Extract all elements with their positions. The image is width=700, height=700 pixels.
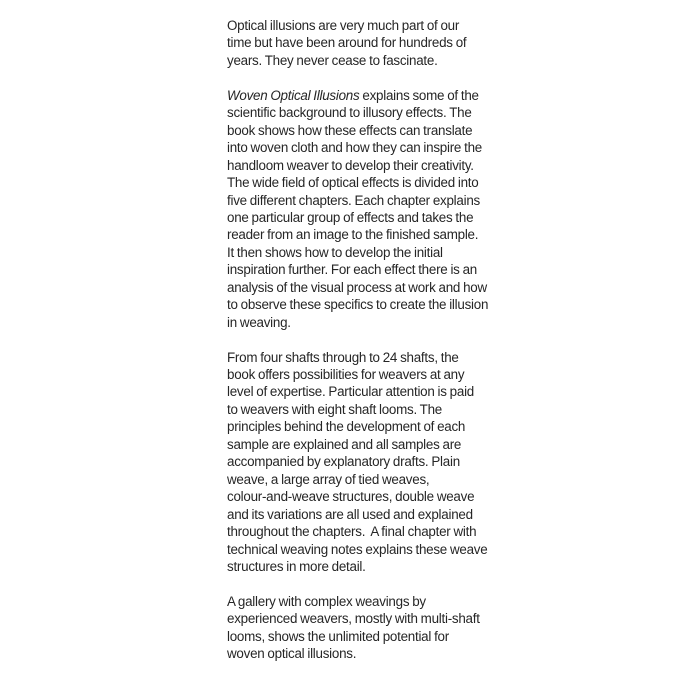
text-line: inspiration further. For each effect there is an (227, 262, 477, 278)
book-description (227, 17, 489, 680)
paragraph-shafts (227, 349, 489, 576)
text-line: The wide field of optical effects is divided into (227, 175, 479, 191)
text-line: to weavers with eight shaft looms. The (227, 401, 443, 417)
paragraph-intro (227, 17, 489, 69)
text-line: It then shows how to develop the initial (227, 244, 443, 260)
text-fragment: explains some of the (359, 87, 479, 103)
text-line: Optical illusions are very much part of our (227, 18, 460, 33)
text-line: weave, a large array of tied weaves, (227, 471, 430, 487)
text-line: woven optical illusions. (227, 646, 357, 662)
text-line: accompanied by explanatory drafts. Plain (227, 454, 460, 470)
text-line: time but have been around for hundreds of (227, 35, 467, 51)
text-line: level of expertise. Particular attention is paid (227, 384, 475, 400)
text-line: into woven cloth and how they can inspire the (227, 140, 482, 156)
text-line: looms, shows the unlimited potential for (227, 628, 449, 644)
text-line: principles behind the development of each (227, 419, 466, 435)
text-line: and its variations are all used and explained (227, 506, 473, 522)
text-line (227, 87, 489, 104)
text-line: throughout the chapters. A final chapter with (227, 524, 477, 540)
text-line: A gallery with complex weavings by (227, 593, 426, 609)
text-line: analysis of the visual process at work and how (227, 279, 487, 295)
text-line: experienced weavers, mostly with multi-shaft (227, 611, 480, 627)
text-line: structures in more detail. (227, 559, 366, 575)
book-title: Woven Optical Illusions (227, 87, 360, 103)
text-line: book offers possibilities for weavers at any (227, 367, 465, 383)
text-line: handloom weaver to develop their creativity. (227, 157, 474, 173)
text-line: colour-and-weave structures, double weave (227, 489, 475, 505)
paragraph-gallery (227, 593, 489, 663)
text-line: From four shafts through to 24 shafts, the (227, 349, 459, 365)
paragraph-overview (227, 87, 489, 331)
text-line: technical weaving notes explains these weave (227, 541, 488, 557)
text-line: one particular group of effects and takes the (227, 209, 474, 225)
text-line: reader from an image to the finished sample. (227, 227, 479, 243)
text-line: in weaving. (227, 314, 291, 330)
text-line: sample are explained and all samples are (227, 436, 462, 452)
text-line: years. They never cease to fascinate. (227, 52, 438, 68)
text-line: scientific background to illusory effects. The (227, 105, 472, 121)
text-line: to observe these specifics to create the illusion (227, 297, 489, 313)
text-line: five different chapters. Each chapter explains (227, 192, 480, 208)
text-line: book shows how these effects can translate (227, 122, 473, 138)
